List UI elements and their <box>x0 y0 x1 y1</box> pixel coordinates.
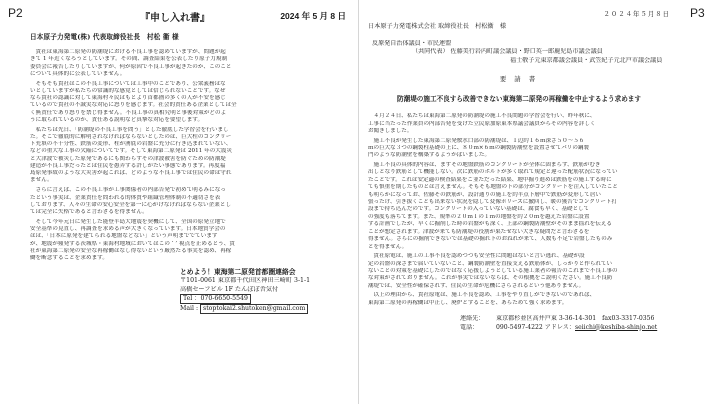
left-text-line: たという事実は、企業責任を問われる的体質や組織管理体制の不適切さを表 <box>30 194 221 201</box>
right-text-line: 張ったけ、引き抜くことも出来ない状況を隠して変像ポリーズに撤回し、暖の獲告でコンクリート打 <box>368 199 617 206</box>
right-contact-block <box>460 315 670 332</box>
right-text-line: ないことの対策を基礎にしたのではなく応援しようとしている施工業者の報告のこれまで不良工事の <box>368 267 618 274</box>
right-paragraph-2 <box>368 138 670 160</box>
right-text-line: 設まで持ち込んだのです。コンクリートの入っていない基礎は、腐食も早く、基礎として <box>368 206 590 213</box>
right-text-line: 施工不良の具体的内容は、まずその地盤鉄筋のコンクリートが全体に固まらず、鉄筋がむき <box>368 162 601 169</box>
right-signer-line: 福士敬子元東京都議会議員・武笠紀子元北戸市議会議員 <box>510 56 663 64</box>
right-text-line: 工事に当たった作業員の内部告発を受けた立民原加原東本県議会議員からその内容を詳しく <box>368 120 596 127</box>
right-body <box>368 113 670 307</box>
right-document-date: ２０２４年５月８日 <box>603 10 670 18</box>
left-body <box>30 49 350 262</box>
left-paragraph-1 <box>30 49 350 78</box>
left-text-line: 安全基準の見直し、再調査を求める声が大きくなっています。日本地質学会の <box>30 226 226 233</box>
right-text-line: 施工不良が発生した東海第二原発敷水口部の防潮堤は、１辺約１６ｍ深さ５０～５６ <box>368 137 585 144</box>
signature-organization: とめよう！東海第二原発首都圏連絡会 <box>180 268 296 277</box>
right-text-line: とを得ません。 <box>368 243 408 250</box>
left-title-row <box>30 8 350 24</box>
left-text-line: 建造が不良工事だったとは住民を愚弄する許しがたい事態であります。再度福 <box>30 162 226 169</box>
right-text-line: ４月２４日、私たちは東海第二原発の防潮堤の施工不良問題の学習会を行い、昨年秋に、 <box>368 113 596 120</box>
left-text-line: 私たちは先日、「防潮堤の不良工事を問う」とした徹底した学習会を行いまし <box>30 126 229 133</box>
left-text-line: ては完全に失格であると言わざるを得ません。 <box>30 209 148 216</box>
right-document <box>368 8 670 398</box>
right-text-line: お聞きしました。 <box>368 128 413 135</box>
left-text-line: 働を断念することを求めます。 <box>30 255 108 262</box>
left-text-line: と大津波で被災した原発であるにも関わらずその津波被害を防ぐための防潮堤 <box>30 155 226 162</box>
contact-address-label: 連絡先： <box>460 315 485 323</box>
right-text-line: の強度も落ちてます。また、規準の２０ｍＩの１ｍの地盤を約２０ｍを越えた岩盤に設置 <box>368 213 590 220</box>
left-text-line: いとしていますが私たちの常識的な感覚としては信じられないことです。なぜ <box>30 87 226 94</box>
signature-mail-row <box>180 304 350 314</box>
left-text-line: ません。 <box>30 177 53 184</box>
contact-phone-label: 電話： <box>460 323 479 331</box>
left-document <box>30 8 350 398</box>
right-text-line: する計画でしたが、早くに掘削した時の岩盤がも深く、上部の鋼製防潮壁がそのまま揺れを伝える <box>368 221 612 228</box>
left-text-line: などの重大な工事の欠陥についてです。そして東海第二原発は 2011 年の大震災 <box>30 148 233 155</box>
right-text-line: 門のような防潮壁を構築するようかばいました。 <box>368 152 491 159</box>
right-text-line: 東海第二原発の再稼働は中止し、廃炉とすることを、あらためて強く求めます。 <box>368 299 568 306</box>
right-paragraph-1 <box>368 113 670 135</box>
signature-mail-link[interactable]: stoptokai2.shutoken@gmail.com <box>200 304 308 314</box>
right-paragraph-3 <box>368 162 670 251</box>
right-text-line: 定の岩盤の深さまで届いていないこと、鋼製防潮壁を直接支える鉄筋体が、しっかりと作られてい <box>368 260 613 267</box>
left-text-line: が、地震が頻発する茨城県・東海村地域においてはこの ‘ ’ 視点を止めるとう、貴 <box>30 240 235 247</box>
left-text-line: しております、人々の生命の安心安全を第一に心がけなければならない企業とし <box>30 201 232 208</box>
contact-address-row <box>460 315 670 323</box>
contact-phone-row <box>460 324 670 332</box>
left-text-line: く無責任であり怒りを禁じ得ません。不良工事の真相究明と事後対策がどのよ <box>30 109 227 116</box>
left-text-line: そして今年元日に発生した能登半島大地震を契機にして、全国の原発立地で <box>30 218 226 225</box>
signature-mail-label: Mail : <box>180 305 199 313</box>
left-paragraph-3 <box>30 127 350 185</box>
left-text-line: 委員会に報告したりしていますが、何が原因で不良工事が起きたのか、このこと <box>30 63 232 70</box>
right-paragraph-5 <box>368 292 670 307</box>
right-text-line: 以上の理由から、貴社原電は、施工不良を認め、工事をやり直しができないのであれば、 <box>368 292 596 299</box>
contact-phone: 090-5497-4222 <box>496 323 543 331</box>
right-signer-line: （共同代表） 佐藤美行岩内町議会議員・野口英一郎鹿児島市議会議員 <box>412 48 603 56</box>
left-text-line: 社が東海第二原発の安全な再稼働はなし得ないという厳然たる事実を認め、再稼 <box>30 247 232 254</box>
right-text-line: ｍの巨大な３つの鋼製柱基礎の上に、８０ｍ×６ｍの鋼製防潮壁を設置させてバリの鋼製 <box>368 145 589 152</box>
left-text-line: ト充填の不十分性、鉄筋の変形、柱が湧底の岩盤に充分に行き込まれていない、 <box>30 141 232 148</box>
signature-tel-box: Tel ：070-6650-5549 <box>180 294 251 304</box>
right-text-line: たことです。これは安定適の検査結果をご並ただった結果、地中掘り進めは鉄筋をの施工する時に <box>368 176 612 183</box>
right-request-title: 防潮堤の施工不良すら改善できない東海第二原発の再稼働を中止するよう求めます <box>397 95 641 104</box>
left-paragraph-4 <box>30 187 350 216</box>
contact-email-label: アドレス： <box>544 323 575 331</box>
right-addressee: 日本原子力発電株式会社 取締役社長 村松衞 様 <box>368 23 507 30</box>
left-signature-block <box>180 268 350 314</box>
left-text-line: さらに言えば、この不良工事が工事関係者の内部告発で初めて明るみになっ <box>30 187 226 194</box>
left-text-line: きて 1 年近くなろうとしています。その間、調査結果を公表したり原子力規制 <box>30 56 228 63</box>
left-text-line: うに取られているのか、責任ある説明など真摯な対応を要望します。 <box>30 116 204 123</box>
signature-address-line-2: 高橋セーフビル 1F たんぽぽ舎気付 <box>180 285 279 293</box>
page-divider <box>358 0 359 404</box>
left-text-line: 貴社は東海第二原発の防潮堤における不良工事を認めていますが、問題が起 <box>30 49 226 55</box>
right-text-line: 出しとなり鉄筋として機能しない。次に鉄筋のボルトが多く取れて規定と違った配筋状況になってい <box>368 169 618 176</box>
right-signer-organization: 反原発自治体議員・市民連盟 <box>372 40 452 47</box>
left-text-line: た。そこで徹底的に解明されなければならないとしたのは、巨大柱のコンクリー <box>30 133 232 140</box>
left-document-title: 『申し入れ書』 <box>140 13 210 24</box>
left-text-line: そもそも貴社はこの不良工事については工事中のことであり、公衆義務はな <box>30 80 226 87</box>
right-text-line: 得ません。さらにの掘削できないでは基礎の掘れ下のおねれが来て、人数も不足で岩盤したものみ <box>368 236 613 243</box>
left-text-line: 島原発事故のような大災害が起これば、どのような不良工事では住民の命は守れ <box>30 170 232 177</box>
right-text-line: 貴社原電は、施工の工事不良を認めつつも安全性に問題はないと言い逃れ、基礎が設 <box>368 253 585 260</box>
signature-tel <box>180 294 350 304</box>
right-text-line: も明らかになってお、佐藤その鉄筋が、設計通りの施工を約半点下層中で鉄筋が変形して居い <box>368 191 601 198</box>
left-addressee: 日本原子力発電(株) 代表取締役社長 村松 衞 様 <box>30 33 179 41</box>
contact-address: 東京都杉並区高井戸東 3-36-14-301 fax03-3317-0356 <box>496 315 655 323</box>
right-text-line: ても慎重を期したものとは言えません。そもそも地盤の下の部分がコンクリートを注入していたこと <box>368 184 618 191</box>
left-text-line: なら貴社の認識に対して東海村々民はもとより首都圏の多くの人が不安を感じ <box>30 95 226 102</box>
left-text-line: について具体的に公表していません。 <box>30 70 126 77</box>
page-label-p3: P3 <box>690 6 705 20</box>
left-text-line: ているので貴社の不誠実な対応に怒りを感じます。社会的責任ある企業としては全 <box>30 102 237 109</box>
signature-address-line-1: 〒101-0061 東京都千代田区神田三崎町 3-1-1 <box>180 276 311 284</box>
right-signers-block <box>368 40 670 65</box>
left-paragraph-2 <box>30 81 350 125</box>
left-paragraph-5 <box>30 219 350 263</box>
left-text-line: はは、「日本に原発を建てられる地盤などない」という声明まででています <box>30 233 218 240</box>
right-text-line: な対策がされておりません。これが事実ではないならば、その根拠をご説明ください。施工不良防 <box>368 275 613 282</box>
right-paragraph-4 <box>368 253 670 290</box>
left-document-date: 2024 年 5 月 8 日 <box>280 11 346 21</box>
page-label-p2: P2 <box>8 6 23 20</box>
right-text-line: 潮堤では、安全性が確保されず、住民の生命が危機にさらされるという他ありません。 <box>368 282 585 289</box>
right-text-line: ことが想定されます。津波が来ても防潮堤の役割が果たせない大きな疑問だと言わざるを <box>368 228 590 235</box>
right-document-heading: 要 請 書 <box>499 75 539 84</box>
contact-email-link[interactable]: seiichi@keshiba-shinjo.net <box>575 323 658 331</box>
